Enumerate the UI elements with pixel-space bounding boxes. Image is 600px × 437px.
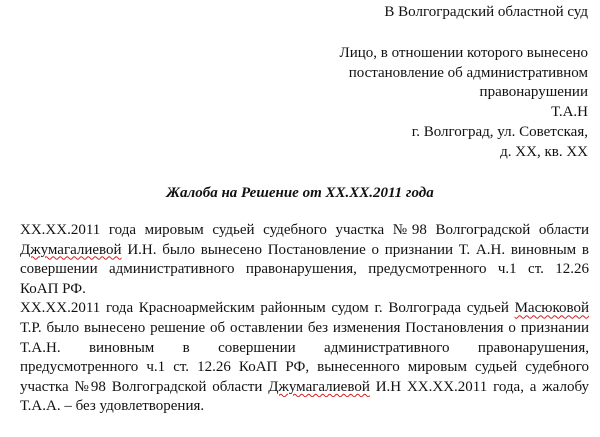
spellcheck-word: Джумагалиевой — [20, 241, 122, 258]
paragraph-1-line-1: ХХ.ХХ.2011 года мировым судьей судебного участка №98 Волгоградской области — [20, 222, 589, 238]
paragraph-2-line-3: Т.А.Н. виновным в совершении административного правонарушения, — [20, 339, 589, 356]
text-fragment: участка №98 Волгоградской области — [20, 378, 269, 395]
court-name: В Волгоградский областной суд — [384, 4, 588, 20]
spellcheck-word: Джумагалиевой — [268, 378, 370, 395]
paragraph-1-line-4: КоАП РФ. — [20, 280, 86, 297]
spellcheck-word: Масюковой — [514, 300, 589, 317]
complaint-body — [20, 221, 589, 417]
paragraph-2-line-1 — [20, 299, 589, 319]
text-fragment: ХХ.ХХ.2011 года Красноармейским районным судом г. Волгограда судьей — [20, 300, 515, 317]
text-fragment: И.Н ХХ.ХХ.2011 года, а жалобу — [369, 378, 589, 395]
person-line-1: Лицо, в отношении которого вынесено — [339, 45, 588, 61]
address-line-1: г. Волгоград, ул. Советская, — [411, 124, 588, 140]
paragraph-1-line-3: совершении административного правонарушения, предусмотренного ч.1 ст. 12.26 — [20, 261, 589, 278]
paragraph-2-line-4: предусмотренного ч.1 ст. 12.26 КоАП РФ, вынесенного мировым судьей судебного — [20, 359, 589, 376]
paragraph-1-line-2 — [20, 241, 589, 261]
document-title: Жалоба на Решение от ХХ.ХХ.2011 года — [166, 185, 434, 201]
paragraph-2-line-2: Т.Р. было вынесено решение об оставлении без изменения Постановления о признании — [20, 319, 589, 336]
address-line-2: д. ХХ, кв. ХХ — [500, 144, 588, 160]
paragraph-2-line-5 — [20, 378, 589, 398]
person-line-3: правонарушении — [479, 84, 588, 100]
paragraph-2-line-6: Т.А.А. – без удовлетворения. — [20, 398, 205, 415]
person-line-2: постановление об административном — [348, 65, 588, 81]
text-fragment: И.Н. было вынесено Постановление о признании Т. А.Н. виновным в — [121, 241, 589, 258]
person-name: Т.А.Н — [551, 104, 588, 120]
